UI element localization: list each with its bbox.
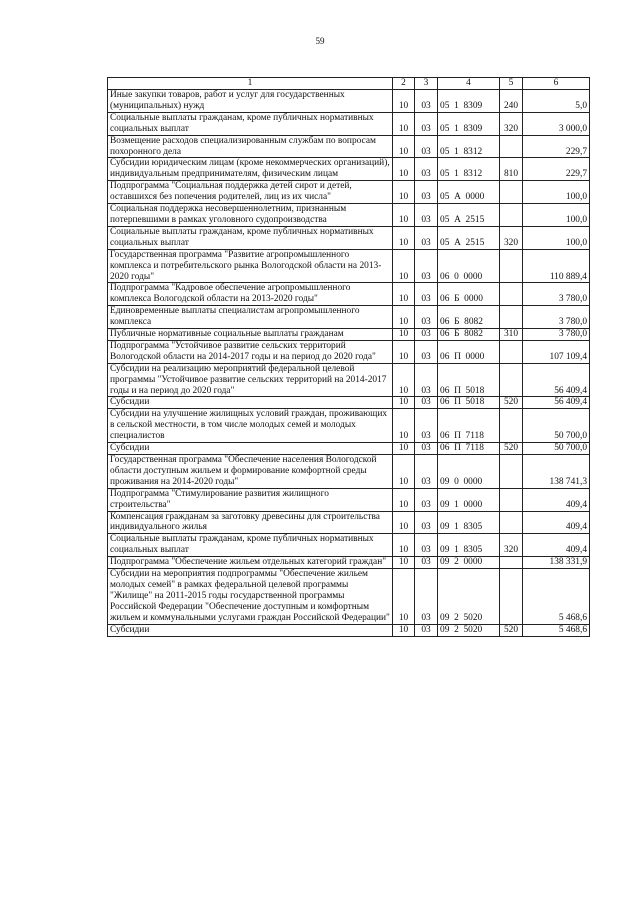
row-expense-type-cell — [500, 340, 523, 363]
row-section-cell: 10 — [393, 181, 415, 204]
row-name-cell: Социальные выплаты гражданам, кроме публичных нормативных социальных выплат — [108, 112, 393, 135]
row-expense-type-cell — [500, 363, 523, 397]
row-name-cell: Социальная поддержка несовершеннолетним, признанным потерпевшими в рамках уголовного судопроизводства — [108, 204, 393, 227]
row-target-article-cell: 06 П 5018 — [438, 397, 500, 409]
row-amount-cell: 409,4 — [523, 534, 590, 557]
row-expense-type-cell — [500, 204, 523, 227]
table-header-row — [108, 78, 590, 90]
row-section-cell: 10 — [393, 340, 415, 363]
row-name-cell: Подпрограмма "Социальная поддержка детей сирот и детей, оставшихся без попечения родителей, лиц из их числа" — [108, 181, 393, 204]
row-expense-type-cell: 520 — [500, 443, 523, 455]
table-row — [108, 443, 590, 455]
row-name-cell: Единовременные выплаты специалистам агропромышленного комплекса — [108, 306, 393, 329]
row-expense-type-cell: 810 — [500, 158, 523, 181]
row-target-article-cell: 05 1 8312 — [438, 135, 500, 158]
row-amount-cell: 107 109,4 — [523, 340, 590, 363]
row-section-cell: 10 — [393, 557, 415, 569]
row-expense-type-cell — [500, 306, 523, 329]
row-name-cell: Государственная программа "Развитие агропромышленного комплекса и потребительского рынка Вологодской области на 2013-2020 годы" — [108, 249, 393, 283]
row-amount-cell: 229,7 — [523, 158, 590, 181]
column-header-target-article: 4 — [438, 78, 500, 90]
row-name-cell: Подпрограмма "Кадровое обеспечение агропромышленного комплекса Вологодской области на 2013-2020 годы" — [108, 283, 393, 306]
row-name-cell: Подпрограмма "Стимулирование развития жилищного строительства" — [108, 488, 393, 511]
row-target-article-cell: 09 1 8305 — [438, 511, 500, 534]
row-amount-cell: 229,7 — [523, 135, 590, 158]
row-amount-cell: 50 700,0 — [523, 443, 590, 455]
row-name-cell: Подпрограмма "Обеспечение жильем отдельных категорий граждан" — [108, 557, 393, 569]
row-expense-type-cell: 320 — [500, 112, 523, 135]
column-header-expense-type: 5 — [500, 78, 523, 90]
row-amount-cell: 409,4 — [523, 488, 590, 511]
row-section-cell: 10 — [393, 443, 415, 455]
row-name-cell: Субсидии — [108, 397, 393, 409]
row-target-article-cell: 06 Б 8082 — [438, 306, 500, 329]
row-section-cell: 10 — [393, 488, 415, 511]
row-expense-type-cell — [500, 455, 523, 489]
table-row — [108, 455, 590, 489]
row-section-cell: 10 — [393, 283, 415, 306]
row-subsection-cell: 03 — [415, 488, 438, 511]
row-target-article-cell: 09 2 0000 — [438, 557, 500, 569]
table-row — [108, 557, 590, 569]
row-name-cell: Субсидии на реализацию мероприятий федеральной целевой программы "Устойчивое развитие сельских территорий на 2014-2017 годы и на период до 2020 года" — [108, 363, 393, 397]
row-name-cell: Субсидии на улучшение жилищных условий граждан, проживающих в сельской местности, в том числе молодых семей и молодых специалистов — [108, 409, 393, 443]
row-target-article-cell: 09 1 8305 — [438, 534, 500, 557]
row-target-article-cell: 05 1 8309 — [438, 112, 500, 135]
row-name-cell: Иные закупки товаров, работ и услуг для государственных (муниципальных) нужд — [108, 90, 393, 113]
row-target-article-cell: 06 0 0000 — [438, 249, 500, 283]
row-section-cell: 10 — [393, 511, 415, 534]
table-row — [108, 249, 590, 283]
table-body — [108, 90, 590, 637]
row-expense-type-cell — [500, 135, 523, 158]
row-section-cell: 10 — [393, 329, 415, 341]
row-amount-cell: 100,0 — [523, 204, 590, 227]
row-amount-cell: 3 780,0 — [523, 329, 590, 341]
row-amount-cell: 56 409,4 — [523, 363, 590, 397]
row-target-article-cell: 06 Б 8082 — [438, 329, 500, 341]
row-target-article-cell: 05 А 0000 — [438, 181, 500, 204]
row-amount-cell: 138 741,3 — [523, 455, 590, 489]
row-subsection-cell: 03 — [415, 204, 438, 227]
column-header-subsection: 3 — [415, 78, 438, 90]
row-section-cell: 10 — [393, 204, 415, 227]
row-target-article-cell: 05 1 8309 — [438, 90, 500, 113]
row-expense-type-cell: 240 — [500, 90, 523, 113]
row-subsection-cell: 03 — [415, 363, 438, 397]
row-name-cell: Публичные нормативные социальные выплаты гражданам — [108, 329, 393, 341]
row-amount-cell: 56 409,4 — [523, 397, 590, 409]
row-section-cell: 10 — [393, 158, 415, 181]
row-name-cell: Социальные выплаты гражданам, кроме публичных нормативных социальных выплат — [108, 534, 393, 557]
table-row — [108, 363, 590, 397]
row-name-cell: Подпрограмма "Устойчивое развитие сельских территорий Вологодской области на 2014-2017 годы и на период до 2020 года" — [108, 340, 393, 363]
row-subsection-cell: 03 — [415, 409, 438, 443]
row-amount-cell: 100,0 — [523, 181, 590, 204]
row-subsection-cell: 03 — [415, 135, 438, 158]
row-subsection-cell: 03 — [415, 455, 438, 489]
table-row — [108, 90, 590, 113]
row-expense-type-cell: 520 — [500, 397, 523, 409]
table-row — [108, 488, 590, 511]
row-name-cell: Субсидии — [108, 624, 393, 636]
row-subsection-cell: 03 — [415, 112, 438, 135]
table-row — [108, 135, 590, 158]
row-amount-cell: 5,0 — [523, 90, 590, 113]
table-row — [108, 409, 590, 443]
row-subsection-cell: 03 — [415, 569, 438, 625]
table-row — [108, 624, 590, 636]
row-target-article-cell: 05 А 2515 — [438, 204, 500, 227]
row-subsection-cell: 03 — [415, 249, 438, 283]
table-row — [108, 112, 590, 135]
row-subsection-cell: 03 — [415, 443, 438, 455]
row-amount-cell: 3 780,0 — [523, 283, 590, 306]
row-subsection-cell: 03 — [415, 397, 438, 409]
row-section-cell: 10 — [393, 409, 415, 443]
table-row — [108, 534, 590, 557]
row-amount-cell: 3 000,0 — [523, 112, 590, 135]
row-name-cell: Субсидии юридическим лицам (кроме некоммерческих организаций), индивидуальным предпринимателям, физическим лицам — [108, 158, 393, 181]
row-subsection-cell: 03 — [415, 283, 438, 306]
row-name-cell: Компенсация гражданам за заготовку древесины для строительства индивидуального жилья — [108, 511, 393, 534]
row-section-cell: 10 — [393, 249, 415, 283]
row-amount-cell: 50 700,0 — [523, 409, 590, 443]
table-row — [108, 226, 590, 249]
table-row — [108, 204, 590, 227]
row-expense-type-cell — [500, 181, 523, 204]
row-target-article-cell: 06 П 7118 — [438, 409, 500, 443]
row-target-article-cell: 06 П 5018 — [438, 363, 500, 397]
row-target-article-cell: 06 П 0000 — [438, 340, 500, 363]
row-section-cell: 10 — [393, 397, 415, 409]
row-section-cell: 10 — [393, 624, 415, 636]
row-expense-type-cell: 310 — [500, 329, 523, 341]
row-target-article-cell: 09 2 5020 — [438, 624, 500, 636]
table-row — [108, 181, 590, 204]
row-section-cell: 10 — [393, 112, 415, 135]
row-expense-type-cell — [500, 569, 523, 625]
row-amount-cell: 138 331,9 — [523, 557, 590, 569]
row-expense-type-cell — [500, 511, 523, 534]
row-target-article-cell: 09 1 0000 — [438, 488, 500, 511]
row-name-cell: Государственная программа "Обеспечение населения Вологодской области доступным жильем и формирование комфортной среды проживания на 2014-2020 годы" — [108, 455, 393, 489]
row-amount-cell: 409,4 — [523, 511, 590, 534]
row-target-article-cell: 06 Б 0000 — [438, 283, 500, 306]
row-section-cell: 10 — [393, 90, 415, 113]
row-subsection-cell: 03 — [415, 181, 438, 204]
row-subsection-cell: 03 — [415, 90, 438, 113]
row-expense-type-cell: 320 — [500, 534, 523, 557]
row-section-cell: 10 — [393, 226, 415, 249]
row-section-cell: 10 — [393, 135, 415, 158]
column-header-amount: 6 — [523, 78, 590, 90]
row-target-article-cell: 05 А 2515 — [438, 226, 500, 249]
row-amount-cell: 110 889,4 — [523, 249, 590, 283]
row-amount-cell: 100,0 — [523, 226, 590, 249]
row-expense-type-cell — [500, 283, 523, 306]
table-row — [108, 306, 590, 329]
row-expense-type-cell — [500, 488, 523, 511]
row-subsection-cell: 03 — [415, 534, 438, 557]
row-expense-type-cell — [500, 557, 523, 569]
row-expense-type-cell: 320 — [500, 226, 523, 249]
row-amount-cell: 5 468,6 — [523, 569, 590, 625]
row-target-article-cell: 09 2 5020 — [438, 569, 500, 625]
row-subsection-cell: 03 — [415, 226, 438, 249]
row-subsection-cell: 03 — [415, 557, 438, 569]
row-section-cell: 10 — [393, 569, 415, 625]
row-amount-cell: 5 468,6 — [523, 624, 590, 636]
row-section-cell: 10 — [393, 455, 415, 489]
column-header-name: 1 — [108, 78, 393, 90]
row-name-cell: Возмещение расходов специализированным службам по вопросам похоронного дела — [108, 135, 393, 158]
row-section-cell: 10 — [393, 534, 415, 557]
row-subsection-cell: 03 — [415, 340, 438, 363]
row-target-article-cell: 06 П 7118 — [438, 443, 500, 455]
row-subsection-cell: 03 — [415, 624, 438, 636]
row-subsection-cell: 03 — [415, 511, 438, 534]
row-expense-type-cell — [500, 249, 523, 283]
table-row — [108, 329, 590, 341]
table-row — [108, 283, 590, 306]
row-name-cell: Субсидии на мероприятия подпрограммы "Обеспечение жильем молодых семей" в рамках федеральной целевой программы "Жилище" на 2011-2015 годы государственной программы Российской Федерации "Обеспечение доступным и комфортным жильем и коммунальными услугами граждан Российской Федерации" — [108, 569, 393, 625]
row-subsection-cell: 03 — [415, 306, 438, 329]
row-target-article-cell: 05 1 8312 — [438, 158, 500, 181]
table-row — [108, 397, 590, 409]
row-expense-type-cell: 520 — [500, 624, 523, 636]
row-amount-cell: 3 780,0 — [523, 306, 590, 329]
row-name-cell: Социальные выплаты гражданам, кроме публичных нормативных социальных выплат — [108, 226, 393, 249]
row-subsection-cell: 03 — [415, 329, 438, 341]
table-row — [108, 569, 590, 625]
row-target-article-cell: 09 0 0000 — [438, 455, 500, 489]
row-expense-type-cell — [500, 409, 523, 443]
table-row — [108, 511, 590, 534]
row-subsection-cell: 03 — [415, 158, 438, 181]
row-name-cell: Субсидии — [108, 443, 393, 455]
budget-table — [107, 77, 590, 637]
row-section-cell: 10 — [393, 363, 415, 397]
row-section-cell: 10 — [393, 306, 415, 329]
page-number: 59 — [315, 36, 325, 46]
table-row — [108, 158, 590, 181]
column-header-section: 2 — [393, 78, 415, 90]
table-row — [108, 340, 590, 363]
